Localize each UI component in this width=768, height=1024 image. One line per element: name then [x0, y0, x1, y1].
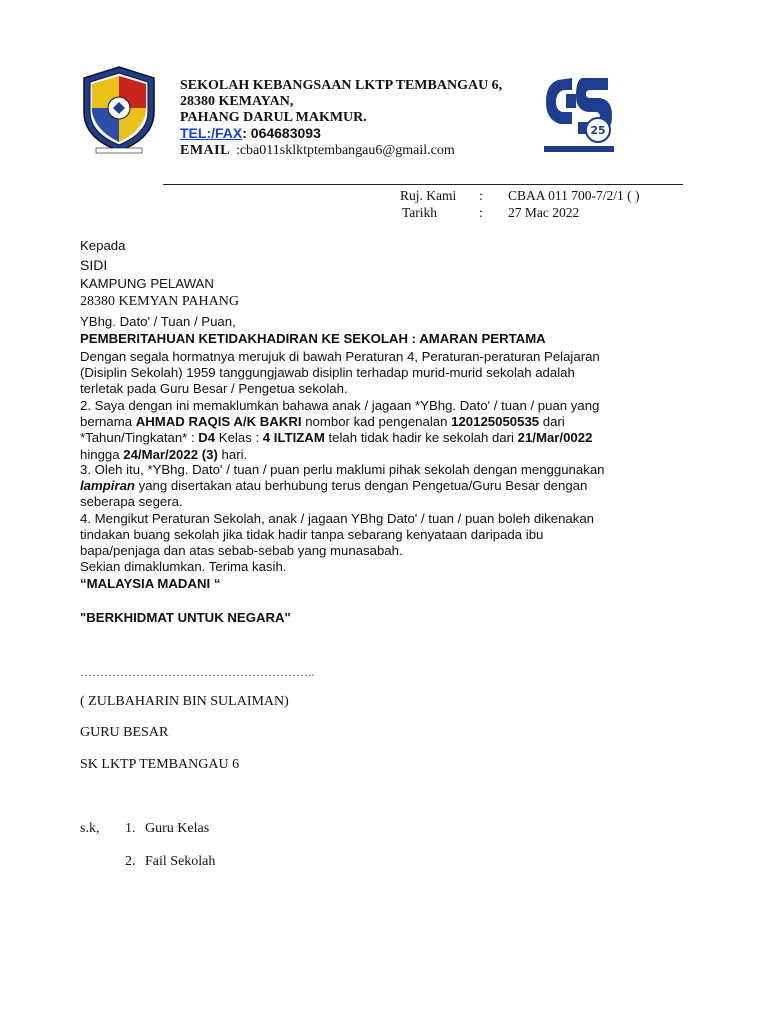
student-name: AHMAD RAQIS A/K BAKRI — [135, 414, 302, 430]
paragraph-2: 2. Saya dengan ini memaklumkan bahawa anak / jagaan *YBhg. Dato' / tuan / puan yang bernama AHMAD RAQIS A/K BAKRI nombor kad pengenalan 120125050535 dari *Tahun/Tingkatan* : D4 Kelas : 4 ILTIZAM telah tidak hadir ke sekolah dari 21/Mar/0022 hingga 24/Mar/2022 (3) hari. — [80, 398, 600, 462]
tarikh-colon: : — [479, 205, 483, 220]
closing-line: Sekian dimaklumkan. Terima kasih. — [80, 559, 287, 574]
paragraph-3: 3. Oleh itu, *YBhg. Dato' / tuan / puan perlu maklumi pihak sekolah dengan menggunakan lampiran yang disertakan atau berhubung terus dengan Pengetua/Guru Besar dengan seberapa segera. — [80, 462, 605, 510]
signatory-title: GURU BESAR — [80, 725, 169, 740]
school-address-line2: PAHANG DARUL MAKMUR. — [180, 110, 367, 125]
cc-item-number: 1. — [125, 821, 136, 836]
cc-item-fail-sekolah: Fail Sekolah — [145, 854, 216, 869]
absence-from-date: 21/Mar/0022 — [517, 430, 593, 446]
email-address: :cba011sklktptembangau6@gmail.com — [235, 143, 455, 158]
school-address-line1: 28380 KEMAYAN, — [180, 94, 294, 109]
ruj-colon: : — [479, 188, 483, 203]
lampiran-text: lampiran — [80, 478, 135, 494]
absence-to-date: 24/Mar/2022 — [123, 446, 199, 462]
motto-berkhidmat: "BERKHIDMAT UNTUK NEGARA" — [80, 610, 291, 625]
tarikh-label: Tarikh — [402, 205, 438, 220]
recipient-name: SIDI — [80, 257, 108, 273]
signatory-school: SK LKTP TEMBANGAU 6 — [80, 757, 240, 772]
salutation: YBhg. Dato' / Tuan / Puan, — [80, 314, 236, 329]
paragraph-1: Dengan segala hormatnya merujuk di bawah Peraturan 4, Peraturan-peraturan Pelajaran (Disiplin Sekolah) 1959 tanggungjawab disiplin terhadap murid-murid sekolah adalah terletak pada Guru Besar / Pengetua sekolah. — [80, 349, 600, 397]
school-name: SEKOLAH KEBANGSAAN LKTP TEMBANGAU 6, — [180, 78, 503, 93]
recipient-address1: KAMPUNG PELAWAN — [80, 276, 214, 291]
email-label: EMAIL — [180, 143, 230, 158]
ic-number: 120125050535 — [451, 414, 540, 430]
recipient-address2: 28380 KEMYAN PAHANG — [80, 294, 239, 309]
cc-label: s.k, — [80, 821, 100, 836]
anniversary-25-logo — [542, 72, 616, 156]
signatory-name: ( ZULBAHARIN BIN SULAIMAN) — [80, 694, 289, 709]
letter-subject: PEMBERITAHUAN KETIDAKHADIRAN KE SEKOLAH : AMARAN PERTAMA — [80, 331, 546, 346]
motto-malaysia-madani: “MALAYSIA MADANI “ — [80, 576, 221, 591]
signature-line: ………………………………………………….. — [80, 665, 314, 679]
cc-item-guru-kelas: Guru Kelas — [145, 821, 210, 836]
absence-days: (3) — [201, 446, 218, 462]
logo-number: 25 — [590, 124, 606, 137]
paragraph-4: 4. Mengikut Peraturan Sekolah, anak / jagaan YBhg Dato' / tuan / puan boleh dikenakan tindakan buang sekolah jika tidak hadir tanpa sebarang kenyataan daripada ibu bapa/penjaga dan atas sebab-sebab yang munasabah. — [80, 511, 595, 559]
school-crest-logo — [78, 64, 160, 154]
tel-fax-line — [180, 125, 321, 141]
email-line — [180, 143, 455, 159]
cc-item-number: 2. — [125, 854, 136, 869]
tarikh-value: 27 Mac 2022 — [508, 205, 580, 220]
tel-fax-link[interactable]: TEL:/FAX — [180, 125, 243, 141]
student-class: 4 ILTIZAM — [262, 430, 325, 446]
ruj-label: Ruj. Kami — [400, 188, 457, 203]
student-year: D4 — [198, 430, 216, 446]
header-divider — [163, 184, 683, 185]
ruj-value: CBAA 011 700-7/2/1 ( ) — [508, 188, 640, 203]
tel-fax-number: : 064683093 — [242, 125, 321, 141]
kepada-label: Kepada — [80, 238, 126, 253]
